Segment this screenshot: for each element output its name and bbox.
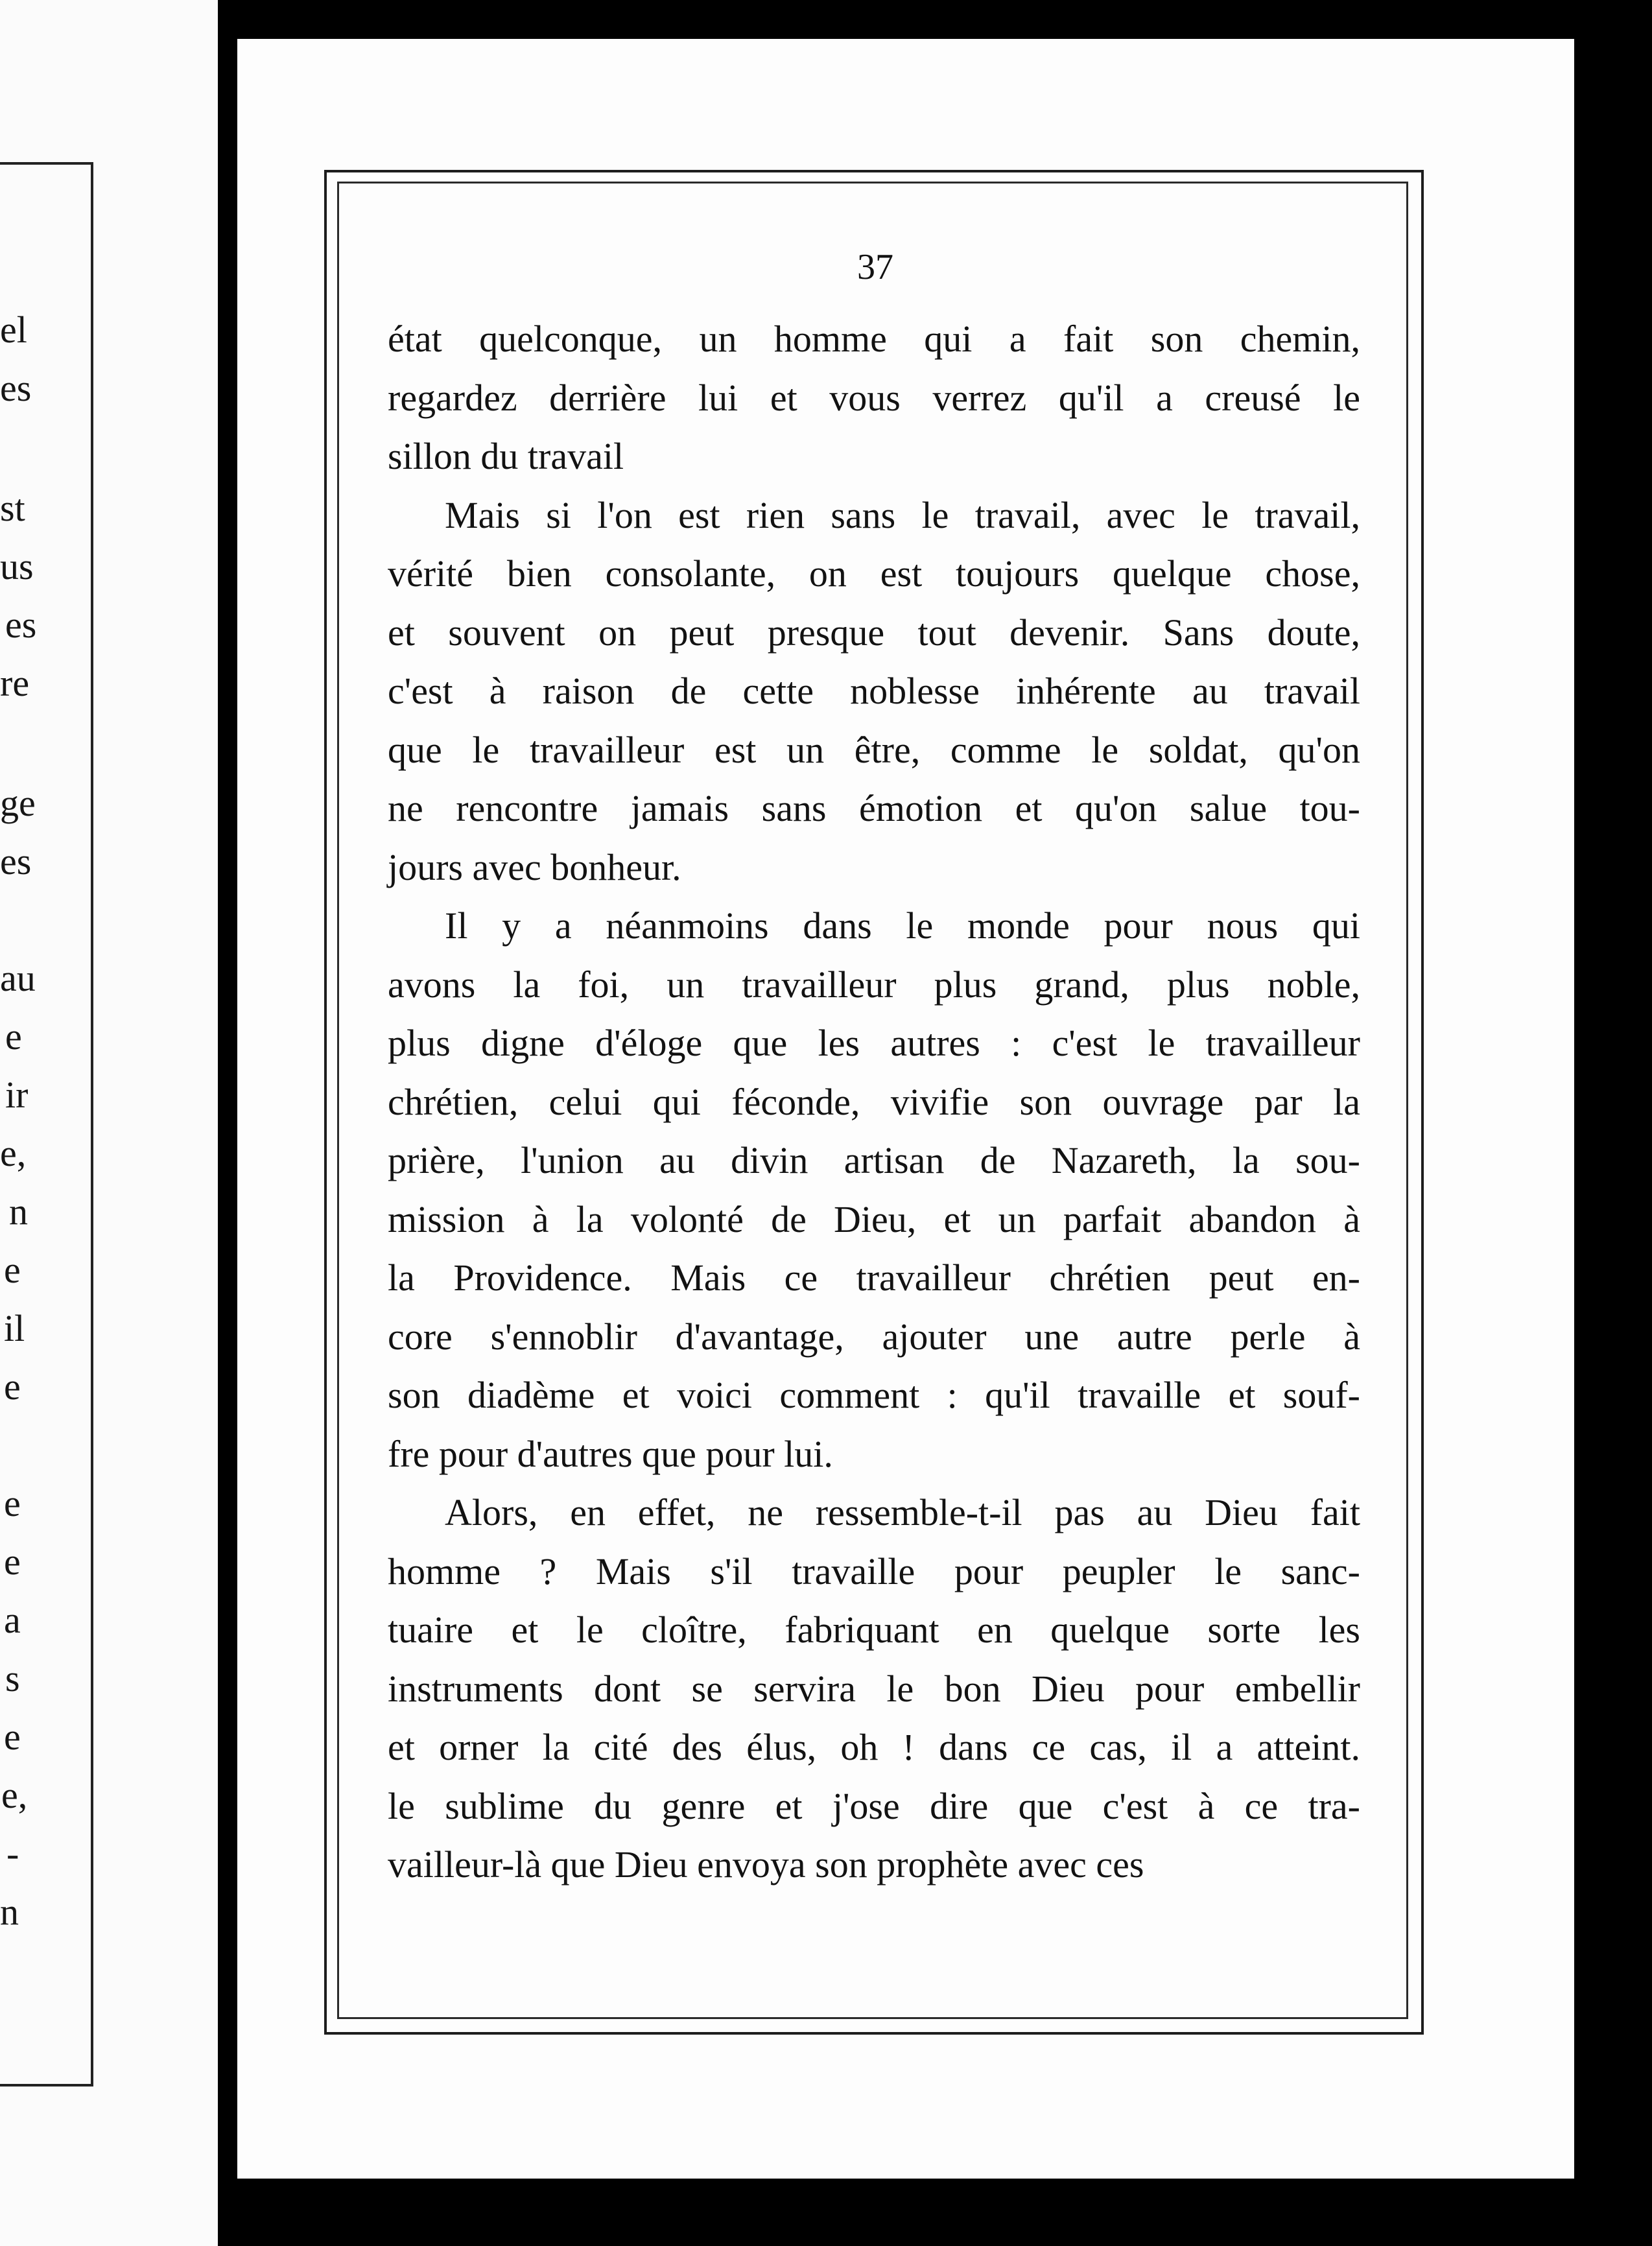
paragraph — [388, 310, 1360, 486]
paragraph — [388, 486, 1360, 897]
text-line: le sublime du genre et j'ose dire que c'est à ce tra- — [388, 1784, 1360, 1827]
left-page-line-ending: e — [4, 1541, 21, 1583]
page-number: 37 — [857, 247, 893, 287]
text-line: c'est à raison de cette noblesse inhérente au travail — [388, 670, 1360, 712]
text-line: plus digne d'éloge que les autres : c'est le travailleur — [388, 1022, 1360, 1064]
left-page-line-ending: n — [0, 1891, 19, 1933]
paragraph — [388, 1484, 1360, 1895]
left-page-line-ending: e — [4, 1716, 21, 1758]
left-page-line-ending: - — [6, 1832, 19, 1874]
left-page-line-ending: au — [0, 957, 36, 999]
left-page-line-ending: es — [5, 604, 37, 646]
text-line: sillon du travail — [388, 435, 624, 477]
left-page-line-ending: a — [4, 1599, 21, 1641]
text-line: regardez derrière lui et vous verrez qu'il a creusé le — [388, 376, 1360, 419]
text-line: prière, l'union au divin artisan de Nazareth, la sou- — [388, 1139, 1360, 1181]
text-line: avons la foi, un travailleur plus grand, plus noble, — [388, 963, 1360, 1006]
text-line: tuaire et le cloître, fabriquant en quelque sorte les — [388, 1609, 1360, 1651]
left-page-line-ending: ge — [0, 782, 36, 824]
text-line: homme ? Mais s'il travaille pour peupler le sanc- — [388, 1550, 1360, 1592]
text-line: mission à la volonté de Dieu, et un parfait abandon à — [388, 1198, 1360, 1240]
text-line: jours avec bonheur. — [388, 845, 681, 888]
text-line: Mais si l'on est rien sans le travail, avec le travail, — [445, 493, 1360, 536]
left-page-line-ending: e — [4, 1482, 21, 1524]
text-line: core s'ennoblir d'avantage, ajouter une autre perle à — [388, 1315, 1360, 1358]
text-line: son diadème et voici comment : qu'il travaille et souf- — [388, 1374, 1360, 1416]
text-line: vailleur-là que Dieu envoya son prophète avec ces — [388, 1843, 1144, 1885]
text-line: et orner la cité des élus, oh ! dans ce cas, il a atteint. — [388, 1726, 1360, 1768]
left-page-line-ending: e — [4, 1249, 21, 1291]
left-page-line-ending: e — [4, 1365, 21, 1408]
left-page-line-ending: e, — [0, 1132, 27, 1174]
left-page-line-ending: us — [0, 545, 34, 587]
left-page-line-ending: n — [9, 1190, 28, 1233]
text-line: Alors, en effet, ne ressemble-t-il pas au Dieu fait — [445, 1491, 1360, 1533]
paragraph — [388, 897, 1360, 1484]
left-page-line-ending: st — [0, 487, 25, 529]
left-page-line-ending: s — [5, 1657, 20, 1699]
left-page-line-endings — [0, 0, 218, 2246]
text-line: chrétien, celui qui féconde, vivifie son ouvrage par la — [388, 1080, 1360, 1123]
left-page-fragment — [0, 0, 218, 2246]
left-page-line-ending: el — [0, 309, 27, 351]
left-page-line-ending: es — [0, 840, 32, 882]
text-line: instruments dont se servira le bon Dieu pour embellir — [388, 1667, 1360, 1710]
left-page-line-ending: e — [5, 1015, 22, 1058]
body-text — [388, 310, 1360, 1895]
scan-edge — [1574, 0, 1652, 2246]
text-line: et souvent on peut presque tout devenir. Sans doute, — [388, 611, 1360, 654]
text-line: vérité bien consolante, on est toujours quelque chose, — [388, 552, 1360, 595]
text-line: état quelconque, un homme qui a fait son chemin, — [388, 318, 1360, 360]
left-page-line-ending: ir — [5, 1074, 29, 1116]
book-gutter — [218, 0, 237, 2246]
text-line: ne rencontre jamais sans émotion et qu'on salue tou- — [388, 787, 1360, 829]
left-page-line-ending: re — [0, 662, 30, 704]
left-page-line-ending: es — [0, 367, 32, 409]
text-line: la Providence. Mais ce travailleur chrétien peut en- — [388, 1257, 1360, 1299]
left-page-line-ending: e, — [1, 1774, 28, 1816]
left-page-line-ending: il — [4, 1307, 25, 1349]
text-line: fre pour d'autres que pour lui. — [388, 1432, 833, 1475]
text-line: Il y a néanmoins dans le monde pour nous qui — [445, 904, 1360, 947]
text-line: que le travailleur est un être, comme le soldat, qu'on — [388, 728, 1360, 771]
